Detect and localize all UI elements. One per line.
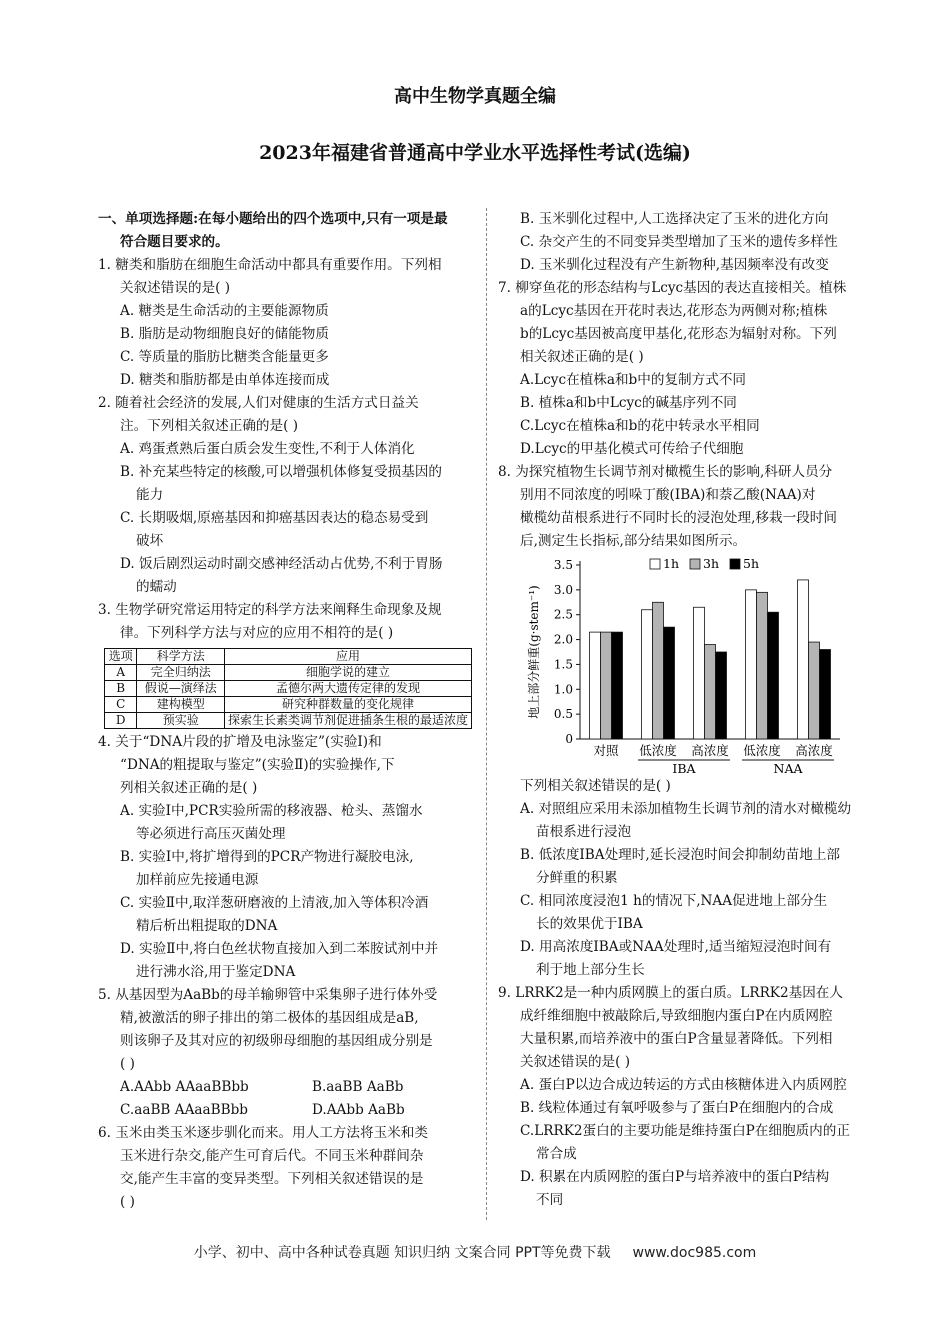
table-cell: 假说—演绎法 (137, 681, 225, 697)
table-cell: C (105, 697, 137, 713)
x-tick-label: 对照 (593, 743, 619, 758)
option-d: D. 积累在内质网腔的蛋白P与培养液中的蛋白P结构 (520, 1169, 830, 1185)
bar (653, 602, 664, 739)
option-row (98, 1076, 476, 1099)
option-d: D. 玉米驯化过程没有产生新物种,基因频率没有改变 (520, 257, 829, 273)
table-cell: 孟德尔两大遗传定律的发现 (224, 681, 471, 697)
option-d-cont: 利于地上部分生长 (536, 962, 645, 978)
y-tick-label: 3.5 (553, 558, 573, 572)
question-7 (498, 277, 876, 461)
table-row (105, 665, 472, 681)
option-b: B. 植株a和b中Lcyc的碱基序列不同 (520, 395, 737, 411)
option-b: B.aaBB AaBb (312, 1079, 404, 1095)
option-c: C. 实验Ⅱ中,取洋葱研磨液的上清液,加入等体积冷酒 (120, 895, 429, 911)
bar (612, 632, 623, 739)
legend-label: 1h (663, 556, 680, 571)
option-b-cont: 分鲜重的积累 (536, 870, 618, 886)
option-d: D. 实验Ⅱ中,将白色丝状物直接加入到二苯胺试剂中并 (120, 941, 439, 957)
footer-url[interactable]: www.doc985.com (632, 1245, 757, 1261)
option-a-cont: 等必须进行高压灭菌处理 (136, 826, 286, 842)
option-a: A. 蛋白P以边合成边转运的方式由核糖体进入内质网腔 (520, 1077, 847, 1093)
option-a-cont: 苗根系进行浸泡 (536, 824, 632, 840)
question-6 (98, 1122, 476, 1214)
legend-swatch (650, 559, 660, 569)
left-column (98, 208, 476, 1214)
x-tick-label: 高浓度 (691, 743, 729, 758)
option-c-cont: 常合成 (536, 1146, 577, 1162)
table-header: 科学方法 (137, 649, 225, 665)
option-c: C. 杂交产生的不同变异类型增加了玉米的遗传多样性 (520, 234, 838, 250)
question-stem: 5. 从基因型为AaBb的母羊输卵管中采集卵子进行体外受 (98, 987, 438, 1003)
column-divider (486, 208, 487, 1220)
series-title: 高中生物学真题全编 (394, 86, 556, 107)
question-stem: 则该卵子及其对应的初级卵母细胞的基因组成分别是 (120, 1033, 433, 1049)
question-stem: 3. 生物学研究常运用特定的科学方法来阐释生命现象及规 (98, 602, 442, 618)
option-b: B. 实验Ⅰ中,将扩增得到的PCR产物进行凝胶电泳, (120, 849, 414, 865)
option-d-cont: 进行沸水浴,用于鉴定DNA (136, 964, 296, 980)
question-stem: 6. 玉米由类玉米逐步驯化而来。用人工方法将玉米和类 (98, 1125, 428, 1141)
group-label: IBA (672, 761, 696, 775)
option-a: A. 糖类是生命活动的主要能源物质 (120, 303, 329, 319)
table-cell: 完全归纳法 (137, 665, 225, 681)
option-c: C.LRRK2蛋白的主要功能是维持蛋白P在细胞质内的正 (520, 1123, 850, 1139)
question-stem: “DNA的粗提取与鉴定”(实验Ⅱ)的实验操作,下 (120, 757, 395, 773)
question-4 (98, 731, 476, 984)
question-stem: 8. 为探究植物生长调节剂对橄榄生长的影响,科研人员分 (498, 464, 833, 480)
option-b: B. 脂肪是动物细胞良好的储能物质 (120, 326, 329, 342)
question-stem: 下列相关叙述错误的是( ) (520, 778, 671, 794)
option-b: B. 玉米驯化过程中,人工选择决定了玉米的进化方向 (520, 211, 829, 227)
bar (664, 627, 675, 739)
legend-swatch (730, 559, 740, 569)
question-2 (98, 392, 476, 599)
question-stem: 7. 柳穿鱼花的形态结构与Lcyc基因的表达直接相关。植株 (498, 280, 847, 296)
option-c: C.aaBB AAaaBBbb (120, 1102, 248, 1118)
table-cell: 预实验 (137, 713, 225, 729)
legend-swatch (690, 559, 700, 569)
table-cell: 细胞学说的建立 (224, 665, 471, 681)
option-a: A.AAbb AAaaBBbb (120, 1079, 249, 1095)
option-d: D. 糖类和脂肪都是由单体连接而成 (120, 372, 330, 388)
table-row (105, 713, 472, 729)
option-a: A. 鸡蛋煮熟后蛋白质会发生变性,不利于人体消化 (120, 441, 415, 457)
question-stem: 2. 随着社会经济的发展,人们对健康的生活方式日益关 (98, 395, 419, 411)
table-row (105, 697, 472, 713)
option-b: B. 线粒体通过有氧呼吸参与了蛋白P在细胞内的合成 (520, 1100, 834, 1116)
question-8 (498, 461, 876, 982)
option-b-cont: 能力 (136, 487, 164, 503)
question-stem: 关叙述错误的是( ) (120, 280, 231, 296)
bar (705, 645, 716, 739)
table-cell: D (105, 713, 137, 729)
option-row (98, 1099, 476, 1122)
legend-label: 5h (743, 556, 760, 571)
y-axis-label: 地上部分鲜重(g·stem⁻¹) (527, 585, 541, 719)
option-c: C. 等质量的脂肪比糖类含能量更多 (120, 349, 329, 365)
question-stem: 大量积累,而培养液中的蛋白P含量显著降低。下列相 (520, 1031, 833, 1047)
bar (768, 612, 779, 739)
x-tick-label: 高浓度 (795, 743, 833, 758)
y-tick-label: 1.0 (553, 682, 573, 697)
footer-text: 小学、初中、高中各种试卷真题 知识归纳 文案合同 PPT等免费下载 (193, 1245, 611, 1261)
bar (746, 590, 757, 739)
question-stem: 4. 关于“DNA片段的扩增及电泳鉴定”(实验Ⅰ)和 (98, 734, 382, 750)
option-c-cont: 长的效果优于IBA (536, 916, 643, 932)
option-c: C. 相同浓度浸泡1 h的情况下,NAA促进地上部分生 (520, 893, 828, 909)
option-a: A. 对照组应采用未添加植物生长调节剂的清水对橄榄幼 (520, 801, 852, 817)
option-c-cont: 破坏 (136, 533, 164, 549)
bar (642, 610, 653, 739)
question-5 (98, 984, 476, 1122)
footer (0, 1242, 950, 1262)
x-tick-label: 低浓度 (743, 743, 781, 758)
option-d: D. 饭后剧烈运动时副交感神经活动占优势,不利于胃肠 (120, 556, 443, 572)
table-cell: 建构模型 (137, 697, 225, 713)
question-stem: 后,测定生长指标,部分结果如图所示。 (520, 533, 747, 549)
y-tick-label: 1.5 (553, 657, 573, 672)
option-d-cont: 不同 (536, 1192, 564, 1208)
question-stem: 交,能产生丰富的变异类型。下列相关叙述错误的是 (120, 1171, 424, 1187)
question-stem: 注。下列相关叙述正确的是( ) (120, 418, 299, 434)
option-b: B. 低浓度IBA处理时,延长浸泡时间会抑制幼苗地上部 (520, 847, 841, 863)
question-stem: 1. 糖类和脂肪在细胞生命活动中都具有重要作用。下列相 (98, 257, 442, 273)
table-header-row (105, 649, 472, 665)
option-c-cont: 精后析出粗提取的DNA (136, 918, 278, 934)
section-title-cont: 符合题目要求的。 (120, 234, 229, 250)
question-stem: 相关叙述正确的是( ) (520, 349, 644, 365)
question-stem: ( ) (120, 1056, 135, 1072)
question-1 (98, 254, 476, 392)
question-stem: a的Lcyc基因在开花时表达,花形态为两侧对称;植株 (520, 303, 828, 319)
question-stem: 别用不同浓度的吲哚丁酸(IBA)和萘乙酸(NAA)对 (520, 487, 816, 503)
option-b-cont: 加样前应先接通电源 (136, 872, 259, 888)
y-tick-label: 3.0 (553, 582, 573, 597)
question-stem: 9. LRRK2是一种内质网膜上的蛋白质。LRRK2基因在人 (498, 985, 843, 1001)
question-3 (98, 599, 476, 729)
option-d: D.AAbb AaBb (312, 1102, 405, 1118)
legend-label: 3h (703, 556, 720, 571)
y-tick-label: 2.0 (553, 632, 573, 647)
question-stem: 关叙述错误的是( ) (520, 1054, 631, 1070)
table-cell: B (105, 681, 137, 697)
y-tick-label: 2.5 (553, 607, 573, 622)
exam-title: 2023年福建省普通高中学业水平选择性考试(选编) (259, 142, 691, 164)
option-a: A. 实验Ⅰ中,PCR实验所需的移液器、枪头、蒸馏水 (120, 803, 423, 819)
bar (809, 642, 820, 739)
option-d: D. 用高浓度IBA或NAA处理时,适当缩短浸泡时间有 (520, 939, 832, 955)
bar (820, 650, 831, 739)
group-label: NAA (773, 761, 803, 775)
option-d: D.Lcyc的甲基化模式可传给子代细胞 (520, 441, 744, 457)
question-stem: 成纤维细胞中被敲除后,导致细胞内蛋白P在内质网腔 (520, 1008, 833, 1024)
bar-chart-svg (498, 553, 876, 775)
right-column (498, 208, 876, 1212)
question-stem: ( ) (120, 1194, 135, 1210)
bar (716, 652, 727, 739)
table-header: 选项 (105, 649, 137, 665)
y-tick-label: 0.5 (553, 707, 573, 722)
bar (601, 632, 612, 739)
option-c: C. 长期吸烟,原癌基因和抑癌基因表达的稳态易受到 (120, 510, 429, 526)
table-header: 应用 (224, 649, 471, 665)
question-stem: 律。下列科学方法与对应的应用不相符的是( ) (120, 625, 394, 641)
question-stem: 列相关叙述正确的是( ) (120, 780, 258, 796)
methods-table (104, 648, 472, 729)
x-tick-label: 低浓度 (639, 743, 677, 758)
section-title: 一、单项选择题:在每小题给出的四个选项中,只有一项是最 (98, 211, 448, 227)
table-cell: 探索生长素类调节剂促进插条生根的最适浓度 (224, 713, 471, 729)
table-cell: A (105, 665, 137, 681)
question-stem: 橄榄幼苗根系进行不同时长的浸泡处理,移栽一段时间 (520, 510, 837, 526)
fresh-weight-chart (498, 553, 876, 775)
option-a: A.Lcyc在植株a和b中的复制方式不同 (520, 372, 747, 388)
y-tick-label: 0 (565, 732, 573, 746)
bar (798, 580, 809, 739)
bar (694, 607, 705, 739)
table-cell: 研究种群数量的变化规律 (224, 697, 471, 713)
option-d-cont: 的蠕动 (136, 579, 177, 595)
question-stem: 玉米进行杂交,能产生可育后代。不同玉米种群间杂 (120, 1148, 424, 1164)
table-row (105, 681, 472, 697)
question-9 (498, 982, 876, 1212)
bar (590, 632, 601, 739)
option-b: B. 补充某些特定的核酸,可以增强机体修复受损基因的 (120, 464, 443, 480)
option-c: C.Lcyc在植株a和b的花中转录水平相同 (520, 418, 760, 434)
question-stem: 精,被激活的卵子排出的第二极体的基因组成是aB, (120, 1010, 419, 1026)
question-stem: b的Lcyc基因被高度甲基化,花形态为辐射对称。下列 (520, 326, 837, 342)
bar (757, 592, 768, 739)
